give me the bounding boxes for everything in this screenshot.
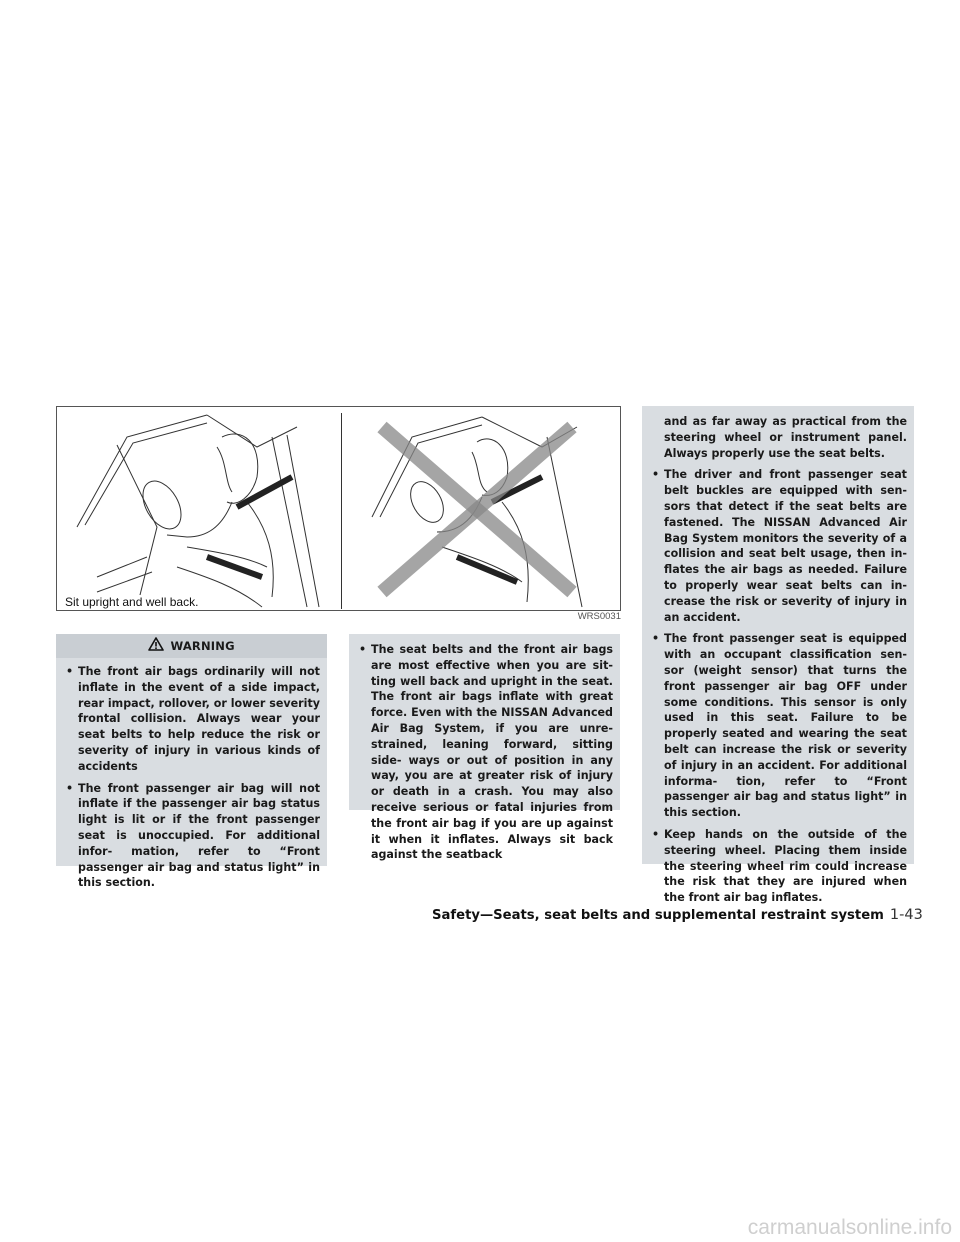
correct-seating-drawing (57, 407, 341, 611)
warning-box-middle (349, 634, 620, 862)
seating-illustration (56, 406, 621, 611)
page-number: 1-43 (889, 907, 923, 923)
warning-box-right (642, 406, 914, 905)
warning-item: • Keep hands on the outside of the steering wheel. Placing them inside the steering wheel rim could increase the risk that they are injured when the front air bag inflates. (649, 827, 907, 906)
warning-header (56, 634, 327, 658)
section-title: Safety—Seats, seat belts and supplemental restraint system (432, 908, 884, 923)
warning-item: • The driver and front passenger seat belt buckles are equipped with sen- sors that detect if the seat belts are fastened. The NISSAN Advanced Air Bag System monitors the severity of a collision and seat belt usage, then in- flates the air bags as needed. Failure to properly wear seat belts can in- crease the risk or severity of injury in an accident. (649, 467, 907, 625)
warning-item: • The front air bags ordinarily will not inflate in the event of a side impact, rear impact, rollover, or lower severity frontal collision. Always wear your seat belts to help reduce the risk or severity of injury in various kinds of accidents (63, 664, 320, 775)
warning-item: • The front passenger air bag will not inflate if the passenger air bag status light is lit or if the front passenger seat is unoccupied. For additional infor- mation, refer to “Front passenger air bag and status light” in this section. (63, 781, 320, 892)
figure-code: WRS0031 (577, 611, 621, 622)
incorrect-seating-drawing (342, 407, 621, 611)
warning-triangle-icon (148, 635, 164, 659)
warning-box-left (56, 634, 327, 890)
page-footer (432, 904, 923, 923)
warning-item-continued: and as far away as practical from the steering wheel or instrument panel. Always properly use the seat belts. (664, 415, 907, 460)
warning-title: WARNING (170, 639, 235, 653)
figure-caption: Sit upright and well back. (65, 595, 199, 609)
watermark: carmanualsonline.info (747, 1216, 952, 1239)
warning-item: • The front passenger seat is equipped with an occupant classification sen- sor (weight sensor) that turns the front passenger air bag OFF under some conditions. This sensor is only used in this seat. Failure to be properly seated and wearing the seat belt can increase the risk or severity of injury in an accident. For additional informa- tion, refer to “Front passenger air bag and status light” in this section. (649, 631, 907, 821)
warning-item: • The seat belts and the front air bags are most effective when you are sit- ting well back and upright in the seat. The front air bags inflate with great force. Even with the NISSAN Advanced Air Bag System, if you are unre- strained, leaning forward, sitting side- ways or out of position in any way, you are at greater risk of injury or death in a crash. You may also receive serious or fatal injuries from the front air bag if you are up against it when it inflates. Always sit back against the seatback (356, 642, 613, 863)
